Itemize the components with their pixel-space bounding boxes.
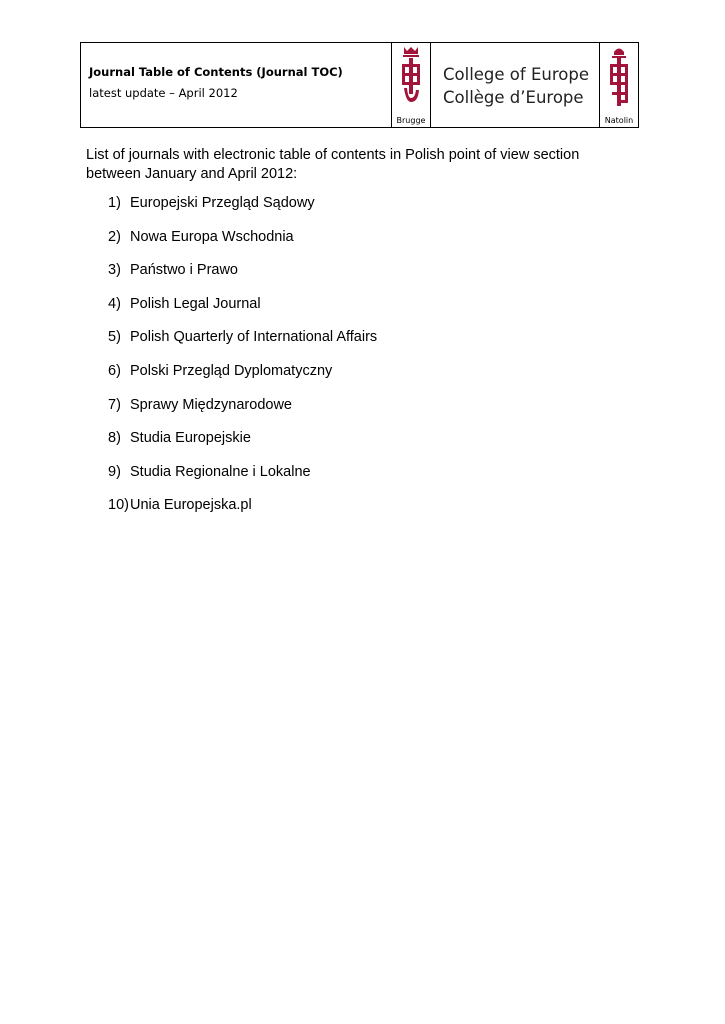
intro-paragraph: List of journals with electronic table of contents in Polish point of view section between January and April 2012: <box>86 147 580 182</box>
header-title-cell <box>81 43 392 127</box>
journal-item <box>108 363 377 397</box>
college-name-en: College of Europe <box>443 65 589 84</box>
journal-item <box>108 430 377 464</box>
journal-title: Państwo i Prawo <box>130 262 238 279</box>
journal-number: 7) <box>108 396 121 413</box>
journal-title: Unia Europejska.pl <box>130 497 252 514</box>
journal-title: Nowa Europa Wschodnia <box>130 228 294 245</box>
journal-item <box>108 329 377 363</box>
journal-item <box>108 464 377 498</box>
header-update: latest update – April 2012 <box>89 86 238 100</box>
journal-item <box>108 296 377 330</box>
natolin-label: Natolin <box>604 116 634 125</box>
journal-number: 5) <box>108 329 121 346</box>
natolin-emblem-icon <box>606 46 632 110</box>
journal-list <box>108 195 377 531</box>
journal-item <box>108 497 377 531</box>
college-emblem-icon <box>398 46 424 110</box>
journal-item <box>108 262 377 296</box>
journal-number: 4) <box>108 295 121 312</box>
brugge-logo-cell <box>392 43 431 127</box>
journal-number: 10) <box>108 497 129 514</box>
journal-number: 3) <box>108 262 121 279</box>
journal-title: Polski Przegląd Dyplomatyczny <box>130 362 333 379</box>
header-title: Journal Table of Contents (Journal TOC) <box>89 65 343 79</box>
journal-item <box>108 195 377 229</box>
journal-title: Sprawy Międzynarodowe <box>130 396 292 413</box>
journal-number: 8) <box>108 430 121 447</box>
natolin-logo-cell <box>600 43 638 127</box>
brugge-label: Brugge <box>396 116 426 125</box>
journal-title: Studia Europejskie <box>130 430 251 447</box>
journal-title: Studia Regionalne i Lokalne <box>130 463 311 480</box>
journal-title: Polish Legal Journal <box>130 295 261 312</box>
journal-item <box>108 397 377 431</box>
journal-number: 1) <box>108 195 121 211</box>
journal-item <box>108 229 377 263</box>
journal-title: Europejski Przegląd Sądowy <box>130 195 315 211</box>
journal-title: Polish Quarterly of International Affairs <box>130 329 378 346</box>
document-header <box>80 42 639 128</box>
college-name-cell <box>431 43 600 127</box>
journal-number: 6) <box>108 362 121 379</box>
journal-number: 2) <box>108 228 121 245</box>
journal-number: 9) <box>108 463 121 480</box>
college-name-fr: Collège d’Europe <box>443 88 584 107</box>
